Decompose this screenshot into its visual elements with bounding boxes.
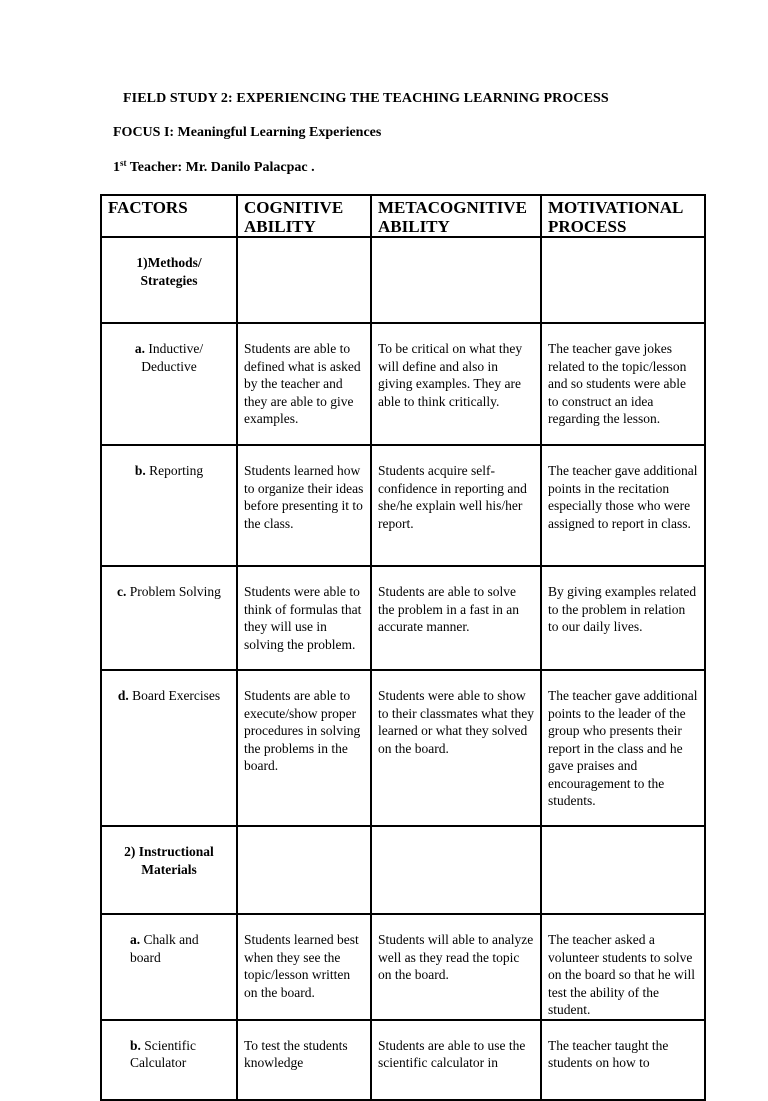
metacognitive-cell: To be critical on what they will define and also in giving examples. They are able to think critically. [371, 323, 541, 445]
factor-cell [101, 445, 237, 566]
factor-name: Scientific Calculator [130, 1037, 196, 1070]
factor-cell [101, 670, 237, 826]
factor-letter: c. [117, 584, 127, 599]
cognitive-cell: Students were able to think of formulas that they will use in solving the problem. [237, 566, 371, 670]
motivational-cell: The teacher gave jokes related to the topic/lesson and so students were able to construct an idea regarding the lesson. [541, 323, 705, 445]
table-row [101, 323, 705, 445]
factors-table [100, 194, 706, 1101]
cognitive-cell: Students learned best when they see the topic/lesson written on the board. [237, 914, 371, 1020]
table-row [101, 670, 705, 826]
table-row [101, 445, 705, 566]
metacognitive-cell: Students acquire self-confidence in reporting and she/he explain well his/her report. [371, 445, 541, 566]
factor-cell [101, 914, 237, 1020]
column-header-factors: FACTORS [101, 195, 237, 237]
factor-name: Inductive/ Deductive [141, 341, 204, 374]
factor-letter: d. [117, 688, 129, 703]
teacher-line [113, 160, 315, 176]
factor-letter: a. [130, 932, 141, 947]
teacher-ordinal-suffix: st [120, 158, 127, 168]
section-label: 1)Methods/ Strategies [101, 237, 237, 323]
cognitive-cell: Students learned how to organize their ideas before presenting it to the class. [237, 445, 371, 566]
cognitive-cell: Students are able to defined what is asked by the teacher and they are able to give examples. [237, 323, 371, 445]
section-row-methods [101, 237, 705, 323]
teacher-name: Teacher: Mr. Danilo Palacpac . [126, 160, 315, 175]
motivational-cell: The teacher gave additional points in the recitation especially those who were assigned to report in class. [541, 445, 705, 566]
factor-letter: b. [134, 463, 146, 478]
column-header-motivational: MOTIVATIONAL PROCESS [541, 195, 705, 237]
empty-cell [541, 826, 705, 914]
table-row [101, 566, 705, 670]
metacognitive-cell: Students will able to analyze well as they read the topic on the board. [371, 914, 541, 1020]
empty-cell [237, 237, 371, 323]
column-header-cognitive: COGNITIVE ABILITY [237, 195, 371, 237]
factor-name: Problem Solving [126, 584, 221, 599]
empty-cell [237, 826, 371, 914]
table-header-row [101, 195, 705, 237]
section-label: 2) Instructional Materials [101, 826, 237, 914]
cognitive-cell: Students are able to execute/show proper procedures in solving the problems in the board. [237, 670, 371, 826]
factor-cell [101, 566, 237, 670]
table-row [101, 1020, 705, 1100]
metacognitive-cell: Students are able to use the scientific calculator in [371, 1020, 541, 1100]
motivational-cell: The teacher gave additional points to the leader of the group who presents their report in the class and he gave praises and encouragement to the students. [541, 670, 705, 826]
teacher-ordinal: 1 [113, 160, 120, 175]
motivational-cell: The teacher asked a volunteer students to solve on the board so that he will test the ability of the student. [541, 914, 705, 1020]
empty-cell [371, 826, 541, 914]
column-header-metacognitive: METACOGNITIVE ABILITY [371, 195, 541, 237]
metacognitive-cell: Students were able to show to their classmates what they learned or what they solved on the board. [371, 670, 541, 826]
empty-cell [371, 237, 541, 323]
cognitive-cell: To test the students knowledge [237, 1020, 371, 1100]
motivational-cell: The teacher taught the students on how to [541, 1020, 705, 1100]
factor-name: Reporting [145, 463, 204, 478]
factor-letter: b. [130, 1037, 141, 1053]
factor-letter: a. [134, 341, 145, 356]
factor-cell [101, 323, 237, 445]
factor-name: Board Exercises [128, 688, 221, 703]
focus-heading: FOCUS I: Meaningful Learning Experiences [113, 125, 382, 140]
factor-name: Chalk and board [130, 932, 199, 965]
metacognitive-cell: Students are able to solve the problem in a fast in an accurate manner. [371, 566, 541, 670]
document-title: FIELD STUDY 2: EXPERIENCING THE TEACHING LEARNING PROCESS [123, 91, 609, 106]
factor-cell [101, 1020, 237, 1100]
table-row [101, 914, 705, 1020]
motivational-cell: By giving examples related to the problem in relation to our daily lives. [541, 566, 705, 670]
empty-cell [541, 237, 705, 323]
section-row-materials [101, 826, 705, 914]
